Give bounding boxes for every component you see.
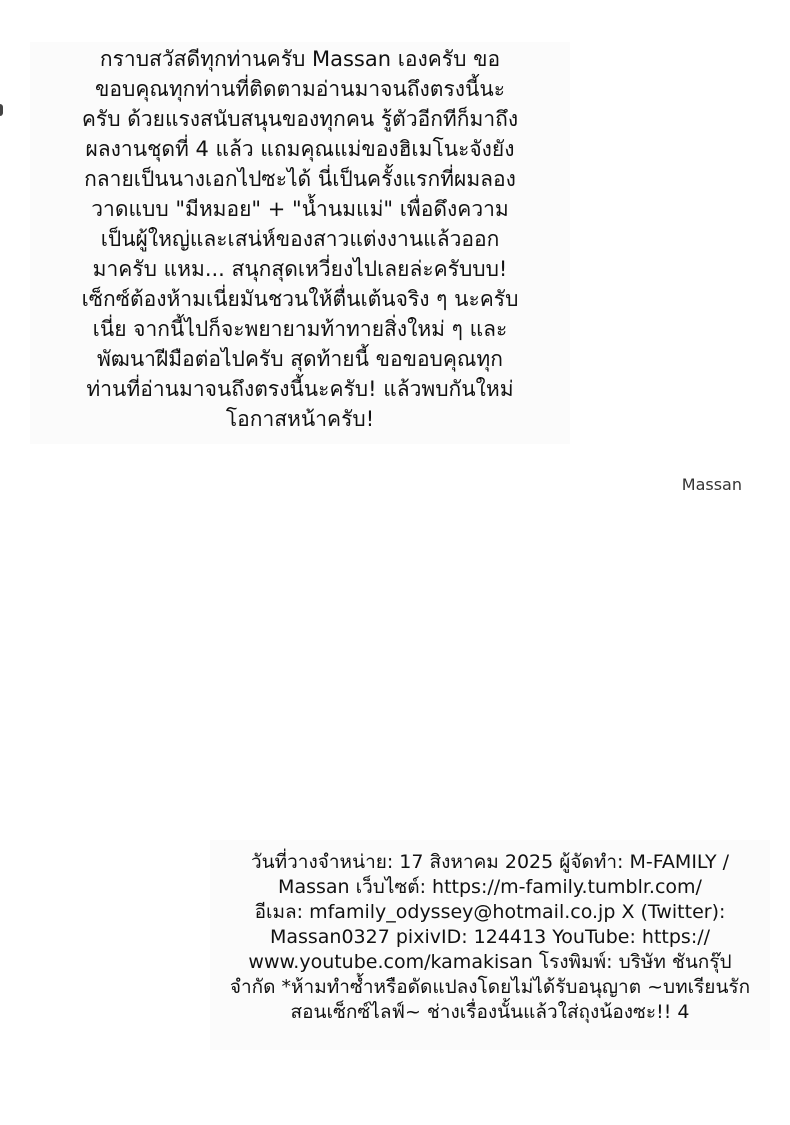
author-signature: Massan <box>681 475 742 494</box>
message-line: ครับ ด้วยแรงสนับสนุนของทุกคน รู้ตัวอีกทีก็มาถึง <box>81 107 519 131</box>
credit-line: Massan เว็บไซต์: https://m-family.tumblr.com/ <box>278 876 702 898</box>
message-line: โอกาสหน้าครับ! <box>225 407 375 431</box>
message-line: วาดแบบ "มีหมอย" + "น้ำนมแม่" เพื่อดึงความ <box>91 197 509 221</box>
credit-line: อีเมล: mfamily_odyssey@hotmail.co.jp X (Twitter): <box>254 901 726 923</box>
credit-line: จำกัด *ห้ามทำซ้ำหรือดัดแปลงโดยไม่ได้รับอนุญาต ~บทเรียนรัก <box>229 976 751 998</box>
page-edge-mark <box>0 104 3 116</box>
message-line: กราบสวัสดีทุกท่านครับ Massan เองครับ ขอ <box>99 47 501 71</box>
message-line: กลายเป็นนางเอกไปซะได้ นี่เป็นครั้งแรกที่ผมลอง <box>84 167 516 191</box>
message-line: ขอบคุณทุกท่านที่ติดตามอ่านมาจนถึงตรงนี้นะ <box>95 77 505 101</box>
message-line: เนี่ย จากนี้ไปก็จะพยายามท้าทายสิ่งใหม่ ๆ และ <box>92 317 508 341</box>
credit-line: วันที่วางจำหน่าย: 17 สิงหาคม 2025 ผู้จัดทำ: M-FAMILY / <box>250 851 730 873</box>
credit-line: สอนเซ็กซ์ไลฟ์~ ช่างเรื่องนั้นแล้วใส่ถุงน้องซะ!! 4 <box>290 1001 690 1023</box>
message-line: ท่านที่อ่านมาจนถึงตรงนี้นะครับ! แล้วพบกันใหม่ <box>86 377 514 401</box>
credit-line: Massan0327 pixivID: 124413 YouTube: https:// <box>269 926 711 948</box>
message-line: มาครับ แหม... สนุกสุดเหวี่ยงไปเลยล่ะครับบบ! <box>92 257 508 281</box>
message-line: เป็นผู้ใหญ่และเสน่ห์ของสาวแต่งงานแล้วออก <box>100 227 500 251</box>
publication-credits <box>210 840 770 1050</box>
credit-line: www.youtube.com/kamakisan โรงพิมพ์: บริษัท ชันกรุ๊ป <box>248 951 732 973</box>
message-line: ผลงานชุดที่ 4 แล้ว แถมคุณแม่ของฮิเมโนะจังยัง <box>85 137 515 161</box>
message-line: เซ็กซ์ต้องห้ามเนี่ยมันชวนให้ตื่นเต้นจริง ๆ นะครับ <box>81 287 519 311</box>
author-message <box>30 42 570 444</box>
message-line: พัฒนาฝีมือต่อไปครับ สุดท้ายนี้ ขอขอบคุณทุก <box>97 347 503 371</box>
